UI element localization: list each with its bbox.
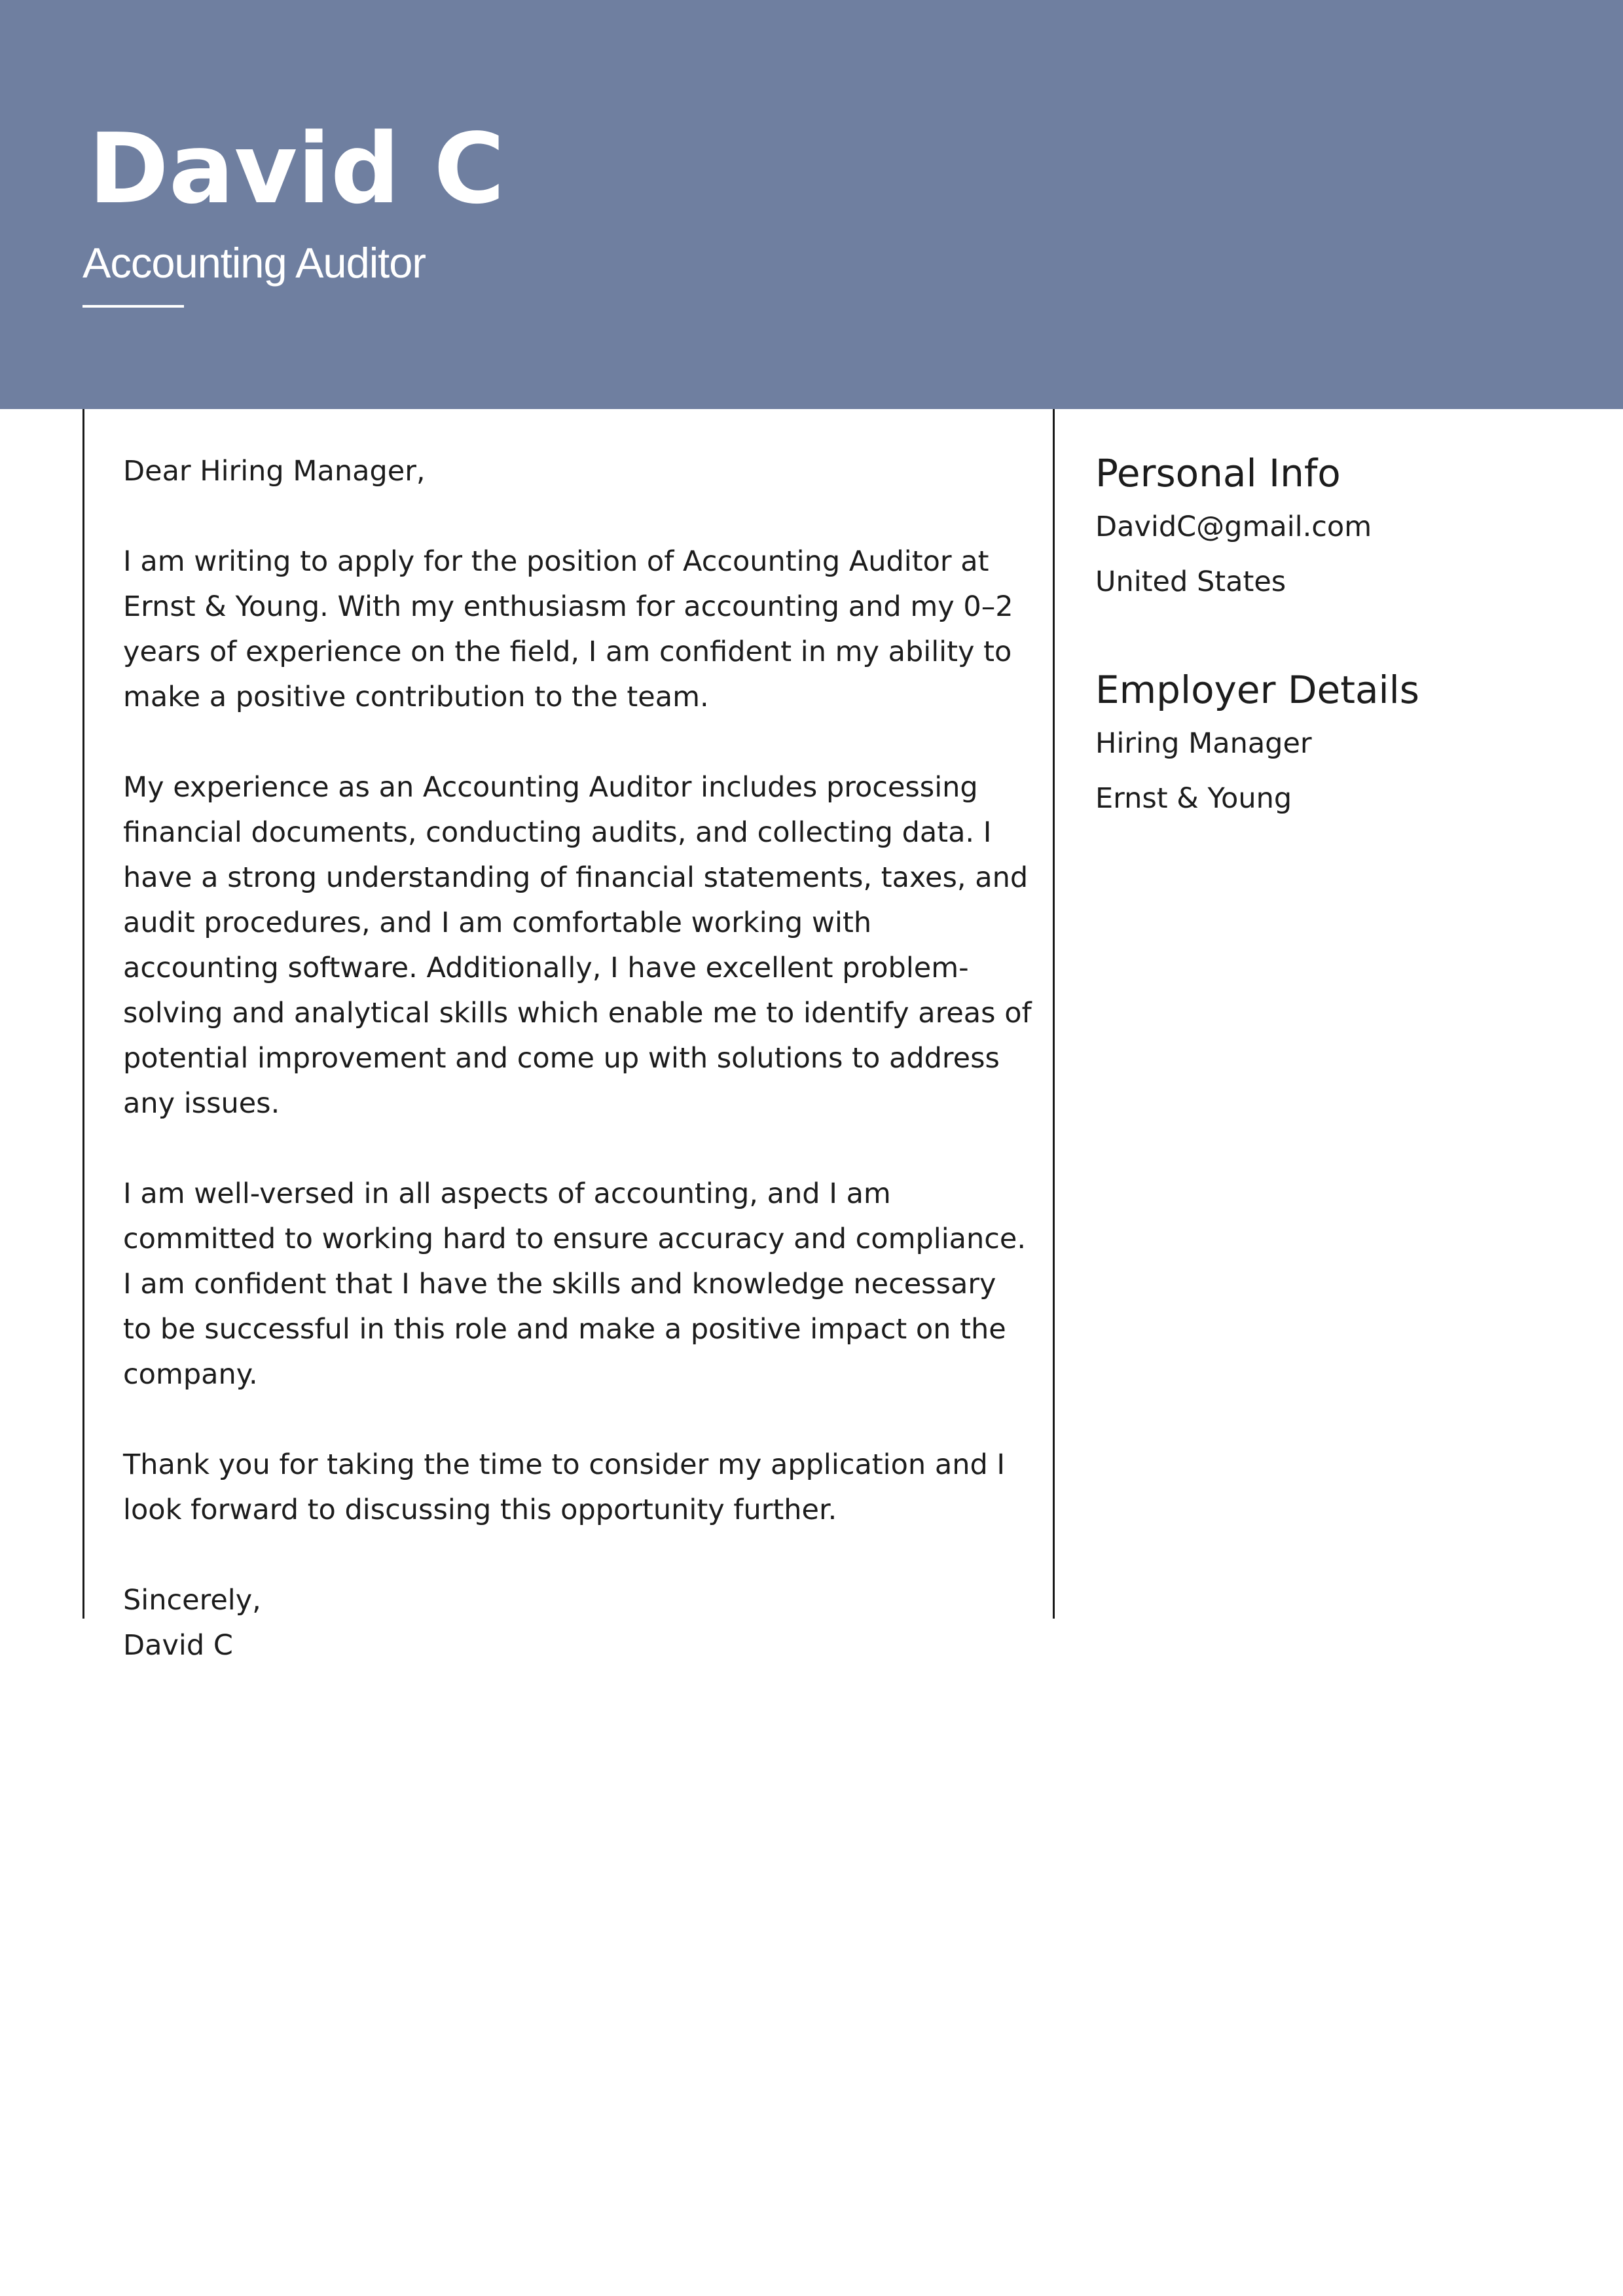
sidebar — [1095, 449, 1593, 826]
personal-info-list — [1095, 499, 1593, 609]
employer-details-heading: Employer Details — [1095, 668, 1419, 712]
location-text: United States — [1095, 565, 1286, 598]
personal-info-section — [1095, 449, 1593, 609]
right-divider — [1053, 409, 1055, 1619]
employer-details-section — [1095, 666, 1593, 826]
letter-body — [123, 449, 1033, 1668]
salutation: Dear Hiring Manager, — [123, 455, 426, 488]
letter-paragraph: My experience as an Accounting Auditor includes processing financial documents, conducting audits, and collecting data. I have a strong understanding of financial statements, taxes, and audit procedures, and I am comfortable working with accounting software. Additionally, I have excellent problem-solving and analytical skills which enable me to identify areas of potential improvement and come up with solutions to address any issues. — [123, 771, 1032, 1120]
applicant-name: David C — [88, 113, 505, 225]
employer-company-text: Ernst & Young — [1095, 782, 1292, 815]
email-text: DavidC@gmail.com — [1095, 511, 1372, 543]
employer-contact-text: Hiring Manager — [1095, 727, 1312, 760]
signature: David C — [123, 1629, 233, 1662]
job-title: Accounting Auditor — [82, 239, 426, 287]
title-underline — [82, 305, 184, 308]
header-banner — [0, 0, 1623, 409]
letter-paragraph: Thank you for taking the time to consider my application and I look forward to discussing this opportunity further. — [123, 1448, 1006, 1526]
signoff: Sincerely, — [123, 1584, 261, 1617]
employer-details-list — [1095, 716, 1593, 826]
left-divider — [82, 409, 84, 1619]
personal-info-heading: Personal Info — [1095, 451, 1341, 495]
letter-paragraph: I am well-versed in all aspects of accounting, and I am committed to working hard to ensure accuracy and compliance. I am confident that I have the skills and knowledge necessary to be successful in this role and make a positive impact on the company. — [123, 1177, 1027, 1391]
letter-paragraph: I am writing to apply for the position of Accounting Auditor at Ernst & Young. With my enthusiasm for accounting and my 0–2 years of experience on the field, I am confident in my ability to make a positive contribution to the team. — [123, 545, 1013, 713]
